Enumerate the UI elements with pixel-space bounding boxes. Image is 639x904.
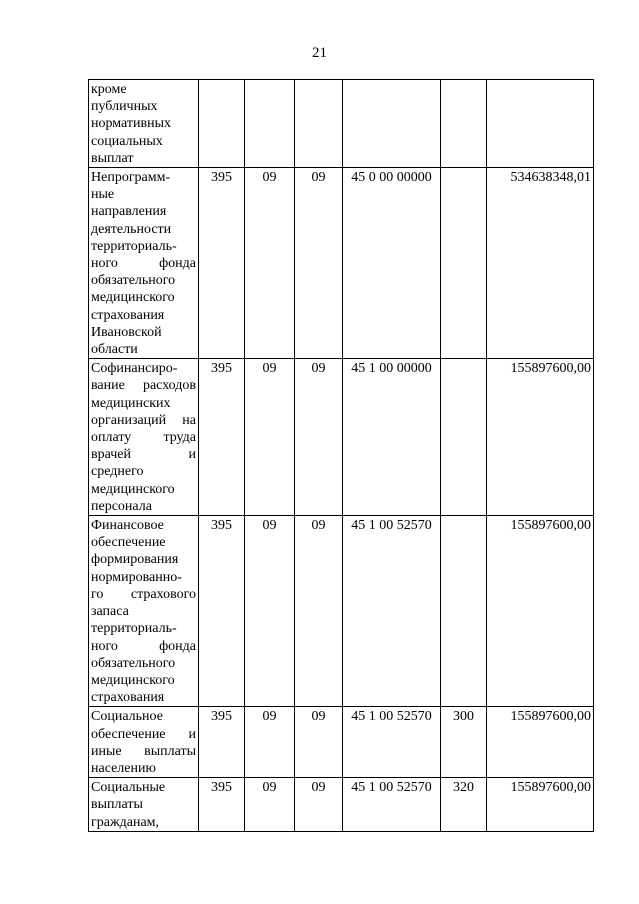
subsection-code-cell: [295, 80, 343, 168]
name-line: Софинансиро-: [91, 361, 178, 377]
name-line: обеспечение: [91, 535, 166, 551]
name-line: обязательного: [91, 273, 176, 289]
name-line: деятельности: [91, 221, 172, 237]
admin-code-cell: 395: [199, 707, 245, 778]
name-line: области: [91, 342, 138, 358]
name-line: врачей и: [91, 447, 196, 463]
name-line: публичных: [91, 99, 158, 115]
name-line: выплат: [91, 150, 134, 166]
name-line: медицинского: [91, 672, 175, 688]
name-line: обеспечение и: [91, 726, 196, 742]
target-article-cell: 45 1 00 52570: [343, 778, 441, 832]
row-name-cell: [89, 80, 199, 168]
section-code-cell: 09: [245, 707, 295, 778]
admin-code-cell: 395: [199, 168, 245, 359]
subsection-code-cell: 09: [295, 707, 343, 778]
name-line: выплаты: [91, 797, 143, 813]
name-line: гражданам,: [91, 814, 160, 830]
budget-table: [88, 79, 594, 832]
name-line: населению: [91, 760, 156, 776]
subsection-code-cell: 09: [295, 359, 343, 516]
subsection-code-cell: 09: [295, 516, 343, 707]
name-line: нормированно-: [91, 569, 182, 585]
table-row: [89, 516, 594, 707]
name-line: медицинского: [91, 481, 175, 497]
name-line: ные: [91, 187, 115, 203]
expense-type-cell: [441, 516, 487, 707]
name-line: вание расходов: [91, 378, 196, 394]
target-article-cell: 45 1 00 52570: [343, 707, 441, 778]
name-line: ного фонда: [91, 256, 196, 272]
table-row: [89, 359, 594, 516]
amount-cell: 155897600,00: [487, 778, 594, 832]
subsection-code-cell: 09: [295, 168, 343, 359]
admin-code-cell: 395: [199, 359, 245, 516]
page-number: 21: [312, 45, 327, 61]
section-code-cell: 09: [245, 359, 295, 516]
amount-cell: 155897600,00: [487, 707, 594, 778]
table-row: [89, 778, 594, 832]
name-line: Социальные: [91, 780, 166, 796]
expense-type-cell: 300: [441, 707, 487, 778]
row-name-cell: [89, 168, 199, 359]
name-line: персонала: [91, 498, 152, 514]
admin-code-cell: 395: [199, 778, 245, 832]
expense-type-cell: 320: [441, 778, 487, 832]
amount-cell: 534638348,01: [487, 168, 594, 359]
table-row: [89, 168, 594, 359]
expense-type-cell: [441, 168, 487, 359]
name-line: организаций на: [91, 412, 196, 428]
name-line: среднего: [91, 464, 144, 480]
table-row: [89, 80, 594, 168]
name-line: формирования: [91, 552, 179, 568]
name-line: страхования: [91, 307, 165, 323]
name-line: го страхового: [91, 586, 196, 602]
name-line: страхования: [91, 690, 165, 706]
section-code-cell: 09: [245, 168, 295, 359]
name-line: территориаль-: [91, 621, 177, 637]
name-line: Финансовое: [91, 518, 164, 534]
section-code-cell: [245, 80, 295, 168]
subsection-code-cell: 09: [295, 778, 343, 832]
section-code-cell: 09: [245, 778, 295, 832]
section-code-cell: 09: [245, 516, 295, 707]
row-name-cell: [89, 359, 199, 516]
target-article-cell: 45 0 00 00000: [343, 168, 441, 359]
target-article-cell: [343, 80, 441, 168]
name-line: ного фонда: [91, 638, 196, 654]
amount-cell: 155897600,00: [487, 359, 594, 516]
amount-cell: [487, 80, 594, 168]
target-article-cell: 45 1 00 52570: [343, 516, 441, 707]
name-line: Непрограмм-: [91, 170, 171, 186]
name-line: обязательного: [91, 655, 176, 671]
row-name-cell: [89, 516, 199, 707]
name-line: территориаль-: [91, 238, 177, 254]
admin-code-cell: [199, 80, 245, 168]
name-line: запаса: [91, 604, 129, 620]
table-row: [89, 707, 594, 778]
name-line: направления: [91, 204, 167, 220]
expense-type-cell: [441, 359, 487, 516]
admin-code-cell: 395: [199, 516, 245, 707]
row-name-cell: [89, 707, 199, 778]
name-line: Социальное: [91, 709, 163, 725]
name-line: иные выплаты: [91, 743, 196, 759]
name-line: медицинских: [91, 395, 171, 411]
name-line: Ивановской: [91, 324, 162, 340]
expense-type-cell: [441, 80, 487, 168]
name-line: кроме: [91, 82, 127, 97]
name-line: медицинского: [91, 290, 175, 306]
amount-cell: 155897600,00: [487, 516, 594, 707]
name-line: оплату труда: [91, 430, 196, 446]
row-name-cell: [89, 778, 199, 832]
target-article-cell: 45 1 00 00000: [343, 359, 441, 516]
name-line: нормативных: [91, 116, 172, 132]
table-body: [89, 80, 594, 832]
name-line: социальных: [91, 133, 163, 149]
